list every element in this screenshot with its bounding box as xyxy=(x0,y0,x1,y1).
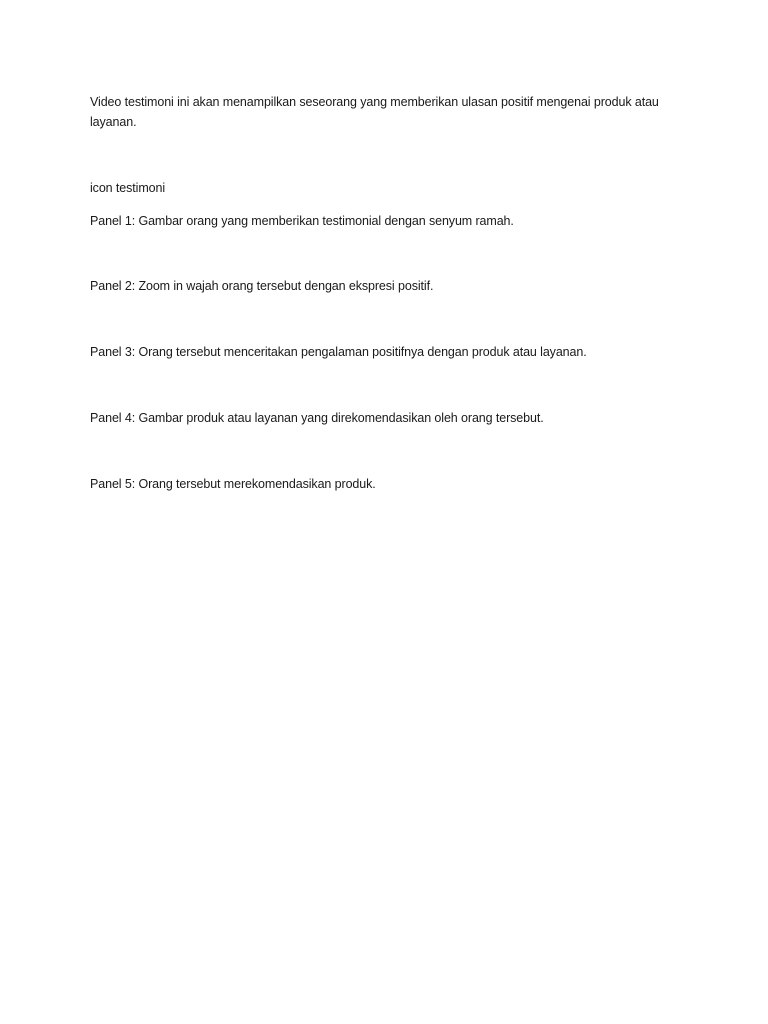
intro-paragraph: Video testimoni ini akan menampilkan seseorang yang memberikan ulasan positif mengenai produk atau layanan. xyxy=(90,95,659,129)
panel-2-description: Panel 2: Zoom in wajah orang tersebut dengan ekspresi positif. xyxy=(90,279,434,293)
icon-testimoni-label: icon testimoni xyxy=(90,181,166,195)
panel-3-description: Panel 3: Orang tersebut menceritakan pengalaman positifnya dengan produk atau layanan. xyxy=(90,345,587,359)
panel-1-description: Panel 1: Gambar orang yang memberikan testimonial dengan senyum ramah. xyxy=(90,214,514,228)
panel-5-description: Panel 5: Orang tersebut merekomendasikan produk. xyxy=(90,477,376,491)
panel-4-description: Panel 4: Gambar produk atau layanan yang direkomendasikan oleh orang tersebut. xyxy=(90,411,544,425)
